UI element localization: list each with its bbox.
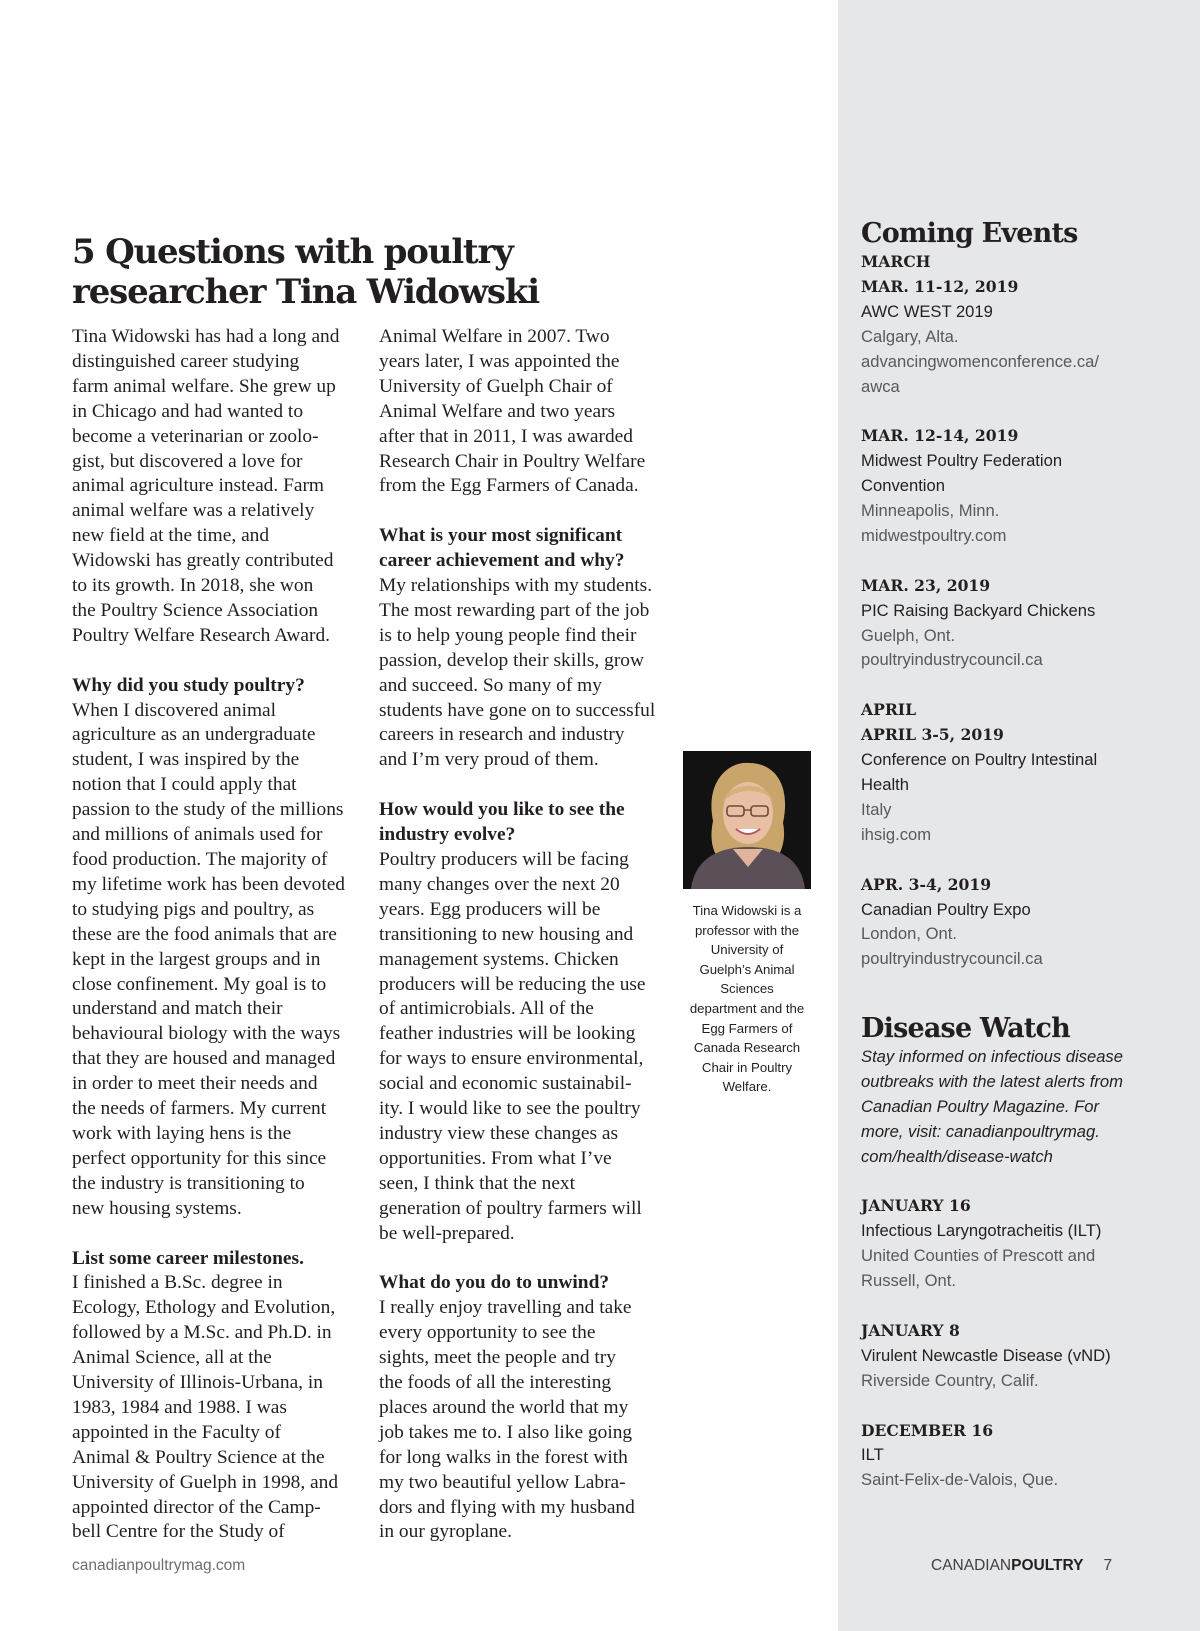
coming-events-heading: Coming Events [861,218,1078,249]
event-details: Minneapolis, Minn. midwestpoultry.com [861,501,1007,545]
event-details: Italy ihsig.com [861,799,932,844]
event-name: Canadian Poultry Expo [861,899,1031,919]
month-label-april: APRIL [861,700,917,720]
article-title-line-2: researcher Tina Widowski [72,272,539,312]
disease-location: Saint-Felix-de-Valois, Que. [861,1470,1059,1490]
event-date: APRIL 3-5, 2019 [861,725,1004,745]
photo-caption: Tina Widowski is a professor with the University of Guelph’s Animal Sciences department and the Egg Farmers of Canada Research Chair in Poultry Welfare. [689,903,805,1095]
disease-location: Riverside Country, Calif. [861,1370,1039,1390]
event-date: APR. 3-4, 2019 [861,874,992,894]
question-4: How would you like to see the industry evolve? [379,799,625,846]
answer-1: When I discovered animal agriculture as an undergraduate student, I was inspired by the notion that I could apply that passion to the study of the millions and millions of animals used for food production. The majority of my lifetime work has been devoted to studying pigs and poultry, as these are the food animals that are kept in the largest groups and in close confinement. My goal is to understand and match their behavioural biology with the ways that they are housed and managed in order to meet their needs and the needs of farmers. My current work with laying hens is the perfect opportunity for this since the industry is transitioning to new housing systems. [72,699,346,1219]
disease-watch-heading: Disease Watch [861,1013,1070,1044]
disease-date: JANUARY 16 [861,1196,971,1216]
article-column-1 [72,325,372,1545]
magazine-name-bold: POULTRY [1011,1557,1084,1574]
answer-4: Poultry producers will be facing many changes over the next 20 years. Egg producers will be transitioning to new housing and management systems. Chicken producers will be reducing the use of antimicrobials. All of the feather industries will be looking for ways to ensure environmental, social and economic sustainabil- ity. I would like to see the poultry industry view these changes as opportunities. From what I’ve seen, I think that the next generation of poultry farmers will be well-prepared. [379,849,646,1244]
event-details: Guelph, Ont. poultryindustrycouncil.ca [861,625,1043,670]
article-title [72,232,632,312]
disease-name: ILT [861,1445,884,1465]
disease-watch-intro: Stay informed on infectious disease outbreaks with the latest alerts from Canadian Poultry Magazine. For more, visit: canadianpoultrymag. com/health/disease-watch [861,1047,1123,1166]
event-details: Calgary, Alta. advancingwomenconference.ca/ awca [861,326,1099,396]
article-title-line-1: 5 Questions with poultry [72,232,513,272]
question-1: Why did you study poultry? [72,674,305,696]
event-name: Conference on Poultry Intestinal Health [861,750,1098,794]
disease-date: DECEMBER 16 [861,1420,994,1440]
disease-location: United Counties of Prescott and Russell, Ont. [861,1246,1096,1291]
question-3: What is your most significant career achievement and why? [379,525,625,572]
event-date: MAR. 11-12, 2019 [861,276,1019,296]
event-date: MAR. 23, 2019 [861,575,991,595]
coming-events-section [861,218,1181,972]
portrait-photo [683,751,811,889]
article-column-2 [379,325,669,1545]
question-5: What do you do to unwind? [379,1272,610,1294]
answer-2: I finished a B.Sc. degree in Ecology, Ethology and Evolution, followed by a M.Sc. and Ph.D. in Animal Science, all at the University of Illinois-Urbana, in 1983, 1984 and 1988. I was appointed in the Faculty of Animal & Poultry Science at the University of Guelph in 1998, and appointed director of the Camp- bell Centre for the Study of [72,1272,339,1543]
footer-magazine [931,1557,1112,1575]
intro-paragraph: Tina Widowski has had a long and distinguished career studying farm animal welfare. She grew up in Chicago and had wanted to become a veterinarian or zoolo- gist, but discovered a love for animal agriculture instead. Farm animal welfare was a relatively new field at the time, and Widowski has greatly contributed to its growth. In 2018, she won the Poultry Science Association Poultry Welfare Research Award. [72,326,340,646]
disease-name: Infectious Laryngotracheitis (ILT) [861,1221,1102,1241]
event-name: Midwest Poultry Federation Convention [861,451,1063,496]
event-name: AWC WEST 2019 [861,301,993,321]
footer-website: canadianpoultrymag.com [72,1557,246,1574]
event-date: MAR. 12-14, 2019 [861,426,1019,446]
answer-3: My relationships with my students. The most rewarding part of the job is to help young people find their passion, develop their skills, grow and succeed. So many of my students have gone on to successful careers in research and industry and I’m very proud of them. [379,575,656,771]
page-number: 7 [1103,1557,1113,1574]
disease-watch-section [861,1013,1181,1493]
disease-date: JANUARY 8 [861,1320,960,1340]
magazine-name-light: CANADIAN [931,1557,1012,1574]
event-name: PIC Raising Backyard Chickens [861,600,1096,620]
disease-name: Virulent Newcastle Disease (vND) [861,1345,1111,1365]
month-label-march: MARCH [861,252,931,271]
event-details: London, Ont. poultryindustrycouncil.ca [861,924,1043,969]
answer-5: I really enjoy travelling and take every opportunity to see the sights, meet the people and try the foods of all the interesting places around the world that my job takes me to. I also like going for long walks in the forest with my two beautiful yellow Labra- dors and flying with my husband in our gyroplane. [379,1297,635,1543]
answer-2-continued: Animal Welfare in 2007. Two years later, I was appointed the University of Guelph Chair of Animal Welfare and two years after that in 2011, I was awarded Research Chair in Poultry Welfare from the Egg Farmers of Canada. [379,326,646,497]
question-2: List some career milestones. [72,1247,304,1269]
